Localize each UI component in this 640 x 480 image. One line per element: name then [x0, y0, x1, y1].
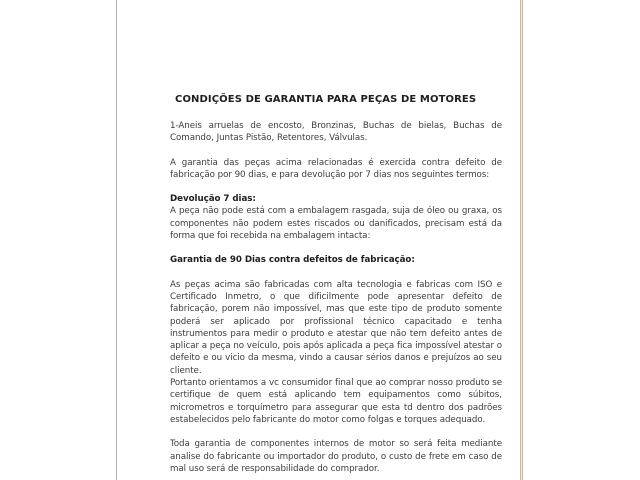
document-title: CONDIÇÕES DE GARANTIA PARA PEÇAS DE MOTORES — [175, 94, 477, 105]
document-page — [117, 0, 520, 480]
return-policy-heading: Devolução 7 dias: — [170, 194, 256, 205]
freight-responsibility-paragraph: Toda garantia de componentes internos de motor so será feita mediante analise do fabricante ou importador do produto, o custo de frete em caso de mal uso será de responsabilidade do comprador. — [170, 439, 502, 474]
defects-warranty-paragraph: As peças acima são fabricadas com alta tecnologia e fabricas com ISO e Certificado Inmetro, o que dificilmente pode apresentar defeito de fabricação, porem não impossível, mas que este tipo de produto somente poderá ser aplicado por profissional técnico capacitado e tenha instrumentos para medir o produto e atestar que não tem defeito antes de aplicar a peça no veículo, pois após aplicada a peça fica impossível atestar o defeito e ou vicio da mesma, vindo a causar sérios danos e prejuízos ao seu cliente. — [170, 279, 502, 376]
warranty-summary-paragraph: A garantia das peças acima relacionadas é exercida contra defeito de fabricação por 90 dias, e para devolução por 7 dias nos seguintes termos: — [170, 157, 502, 180]
document-body — [170, 94, 502, 480]
parts-list-paragraph: 1-Aneis arruelas de encosto, Bronzinas, Buchas de bielas, Buchas de Comando, Juntas Pistão, Retentores, Válvulas. — [170, 121, 502, 144]
return-terms-paragraph: A peça não pode está com a embalagem rasgada, suja de óleo ou graxa, os componentes não podem estes riscados ou danificados, precisam está da forma que foi recebida na embalagem intacta: — [170, 206, 502, 242]
consumer-advice-paragraph: Portanto orientamos a vc consumidor final que ao comprar nosso produto se certifique de quem está aplicando tem equipamentos como súbitos, micrometros e torquímetro para assegurar que esta td dentro dos padrões estabelecidos pelo fabricante do motor como folgas e torques adequado. — [170, 378, 502, 425]
page-right-rule — [520, 0, 523, 480]
defects-warranty-heading: Garantia de 90 Dias contra defeitos de fabricação: — [170, 255, 415, 266]
